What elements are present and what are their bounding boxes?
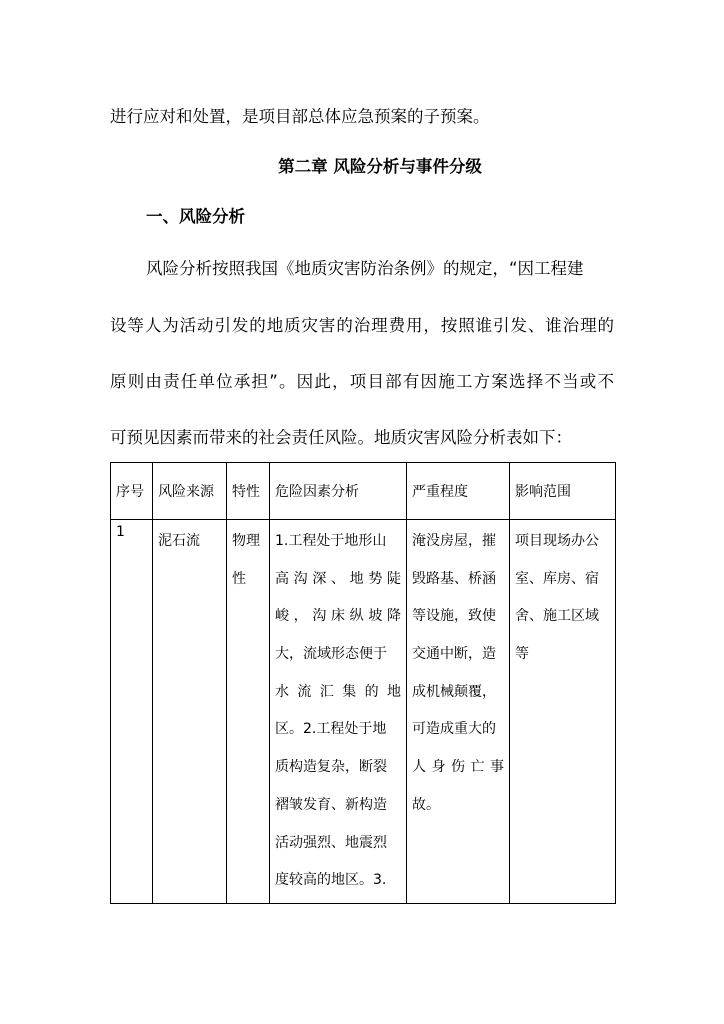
severity-line: 交通中断，造 [412, 646, 496, 663]
factor-line: 高沟深、地势陡 [275, 570, 401, 587]
row-index: 1 [116, 524, 125, 540]
paragraph-line: 风险分析按照我国《地质灾害防治条例》的规定，“因工程建 [146, 259, 584, 278]
cell-severity [407, 520, 510, 904]
table-row [111, 520, 616, 904]
paragraph-line: 可预见因素而带来的社会责任风险。地质灾害风险分析表如下： [110, 428, 572, 447]
table-header-row [111, 463, 616, 520]
cell-source [153, 520, 227, 904]
cell-scope [510, 520, 616, 904]
paragraph-line: 进行应对和处置，是项目部总体应急预案的子预案。 [110, 107, 490, 126]
cell-property [227, 520, 270, 904]
risk-analysis-table [110, 462, 616, 904]
severity-line: 毁路基、桥涵 [412, 570, 496, 587]
section-title: 一、风险分析 [146, 207, 245, 226]
paragraph-line: 原则由责任单位承担”。因此，项目部有因施工方案选择不当或不 [110, 372, 614, 391]
factor-line: 度较高的地区。3. [275, 872, 387, 889]
risk-source: 泥石流 [158, 533, 200, 549]
paragraph-line: 设等人为活动引发的地质灾害的治理费用，按照谁引发、谁治理的 [110, 316, 614, 335]
cell-factor [270, 520, 407, 904]
factor-line: 活动强烈、地震烈 [275, 834, 387, 851]
header-scope: 影响范围 [510, 463, 616, 520]
scope-line: 室、库房、宿 [515, 570, 599, 587]
severity-line: 可造成重大的 [412, 721, 496, 738]
header-factor: 危险因素分析 [270, 463, 407, 520]
factor-line: 质构造复杂，断裂 [275, 759, 387, 776]
severity-line: 等设施，致使 [412, 608, 496, 625]
header-property: 特性 [227, 463, 270, 520]
factor-line: 区。2.工程处于地 [275, 721, 387, 738]
factor-line: 大，流域形态便于 [275, 646, 387, 663]
severity-line: 淹没房屋，摧 [412, 533, 496, 549]
header-severity: 严重程度 [407, 463, 510, 520]
scope-line: 项目现场办公 [515, 533, 599, 549]
scope-line: 舍、施工区域 [515, 608, 599, 625]
header-source: 风险来源 [153, 463, 227, 520]
header-index: 序号 [111, 463, 153, 520]
factor-line: 褶皱发育、新构造 [275, 796, 387, 813]
factor-line: 峻，沟床纵坡降 [275, 608, 401, 625]
scope-line: 等 [515, 646, 529, 663]
factor-line: 水流汇集的地 [275, 683, 401, 700]
property-line: 物理 [232, 533, 260, 549]
factor-line: 1.工程处于地形山 [275, 533, 387, 549]
chapter-title: 第二章 风险分析与事件分级 [278, 157, 482, 176]
severity-line: 人身伤亡事 [412, 759, 504, 776]
severity-line: 故。 [412, 796, 440, 813]
cell-index [111, 520, 153, 904]
severity-line: 成机械颠覆， [412, 683, 496, 700]
property-line: 性 [232, 570, 246, 587]
